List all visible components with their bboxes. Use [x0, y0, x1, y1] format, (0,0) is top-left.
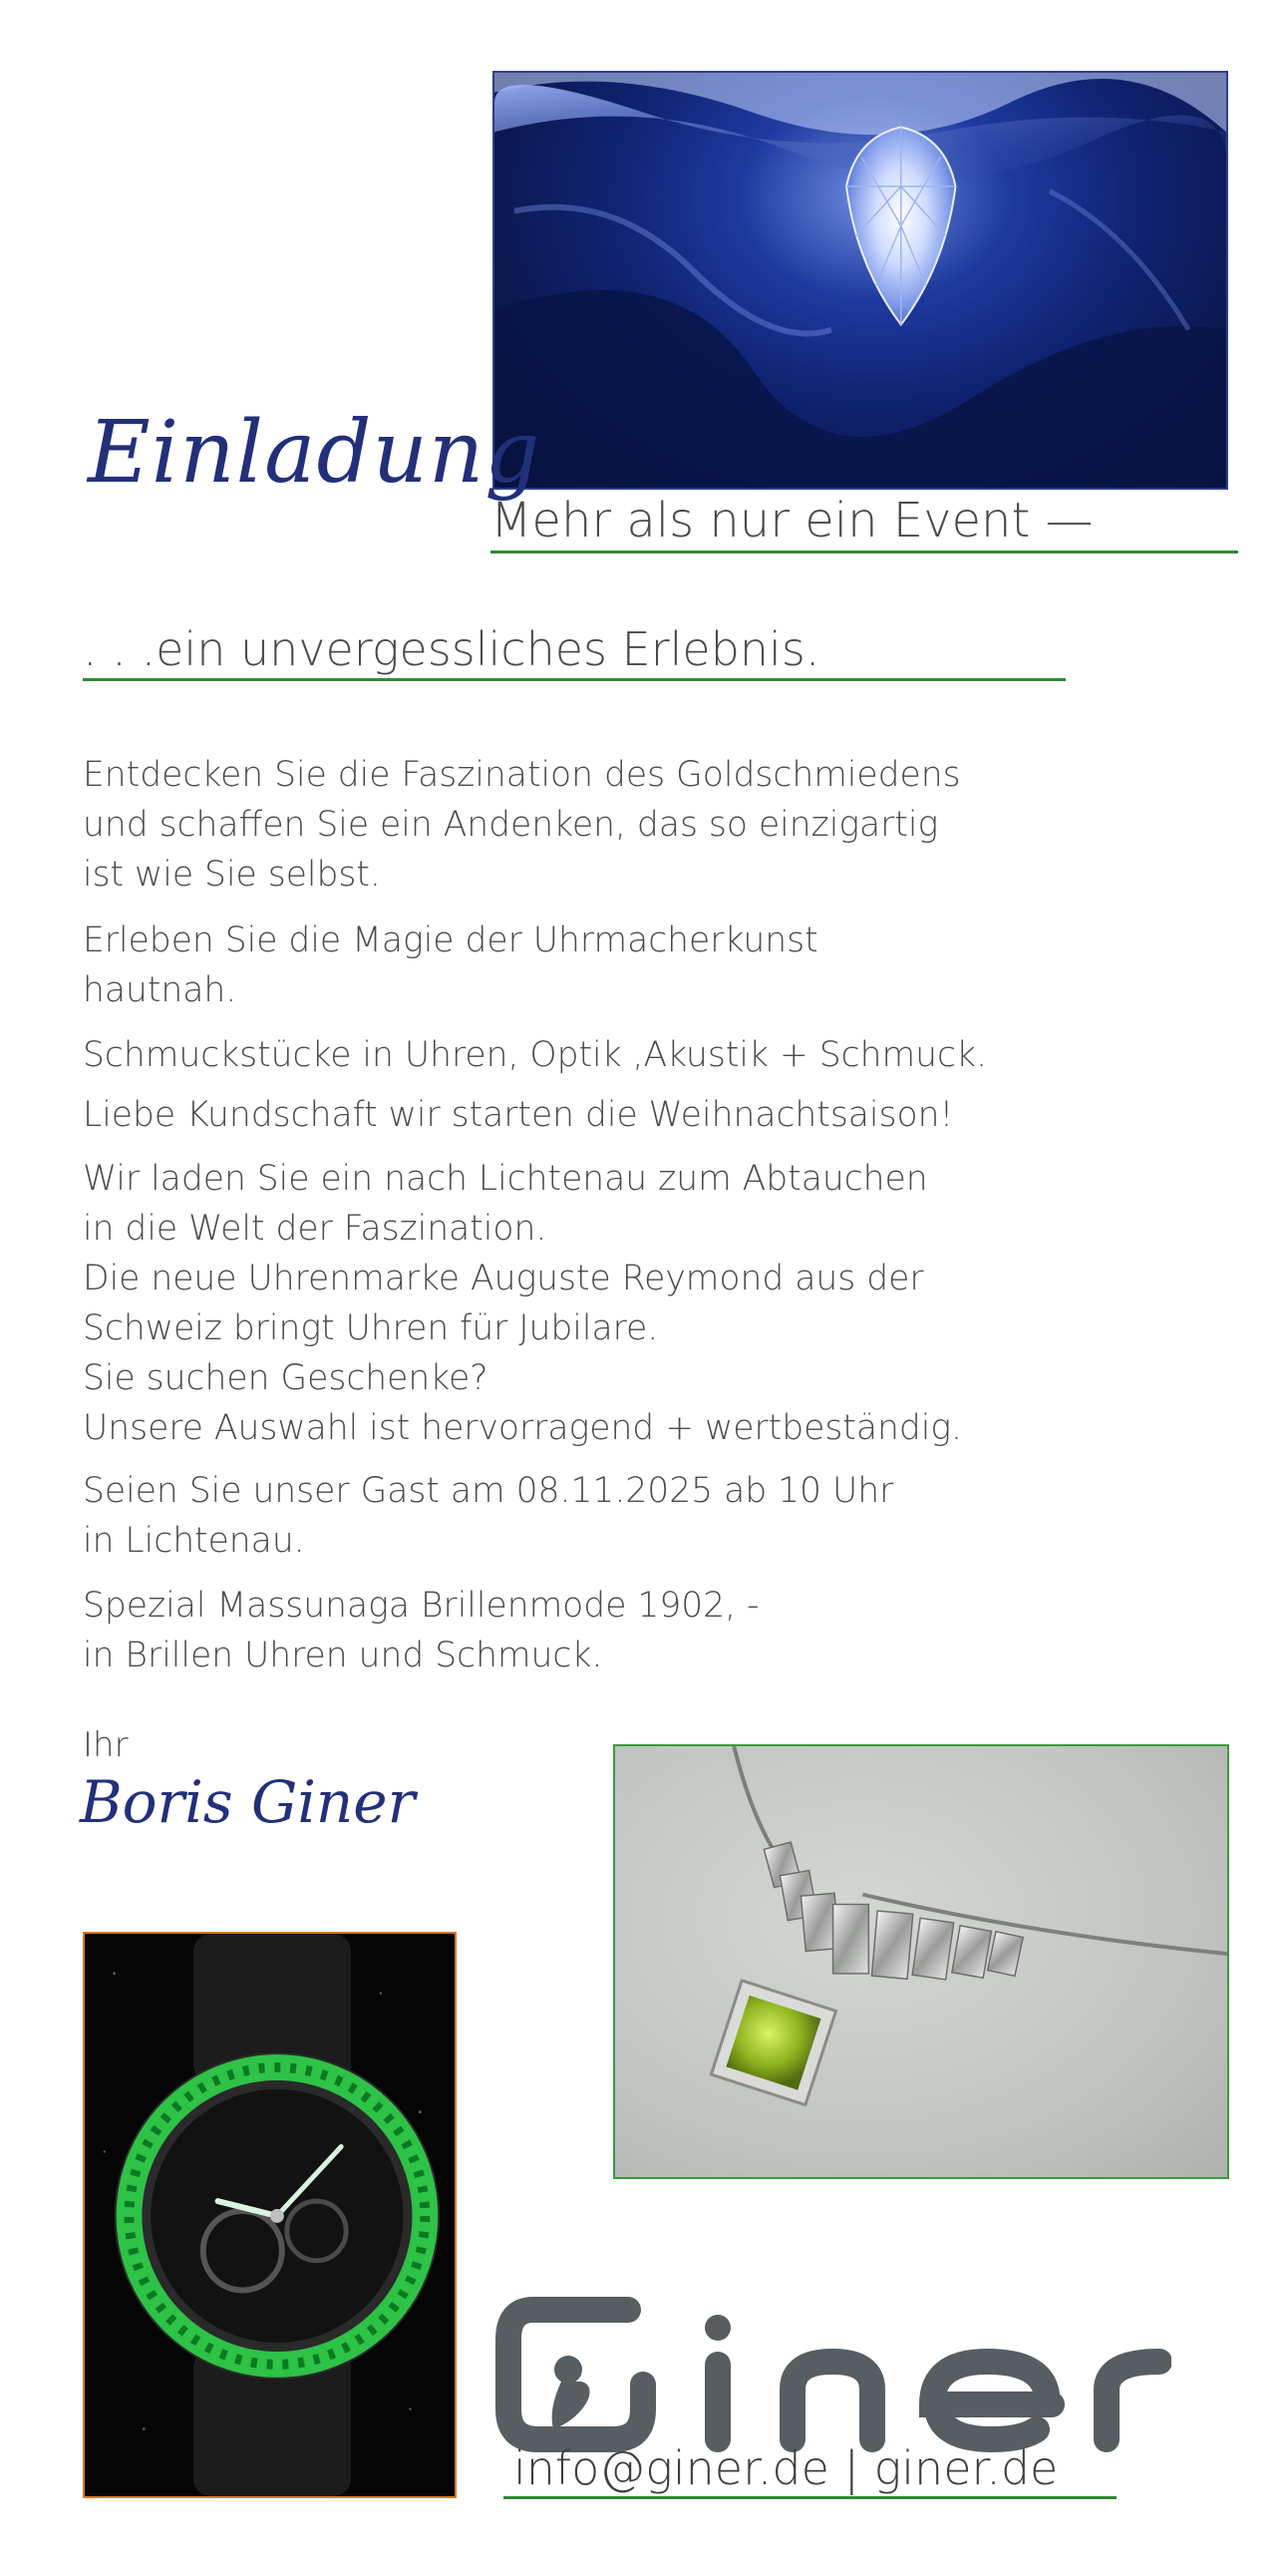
signature: Boris Giner	[80, 1768, 416, 1836]
paragraph-event-date: Seien Sie unser Gast am 08.11.2025 ab 10 Uhr in Lichtenau.	[83, 1471, 894, 1561]
tagline-secondary: . . .ein unvergessliches Erlebnis.	[83, 622, 820, 676]
paragraph-goldsmith: Entdecken Sie die Faszination des Goldschmiedens und schaffen Sie ein Andenken, das so einzigartig ist wie Sie selbst.	[83, 755, 961, 895]
paragraph-christmas: Liebe Kundschaft wir starten die Weihnachtsaison!	[83, 1095, 954, 1135]
necklace-image	[613, 1744, 1229, 2179]
invitation-heading: Einladung	[88, 403, 541, 503]
tagline-primary: Mehr als nur ein Event —	[490, 493, 1094, 549]
tagline-underline	[490, 551, 1238, 553]
paragraph-jewelry: Schmuckstücke in Uhren, Optik ,Akustik + Schmuck.	[83, 1035, 987, 1075]
watch-image	[83, 1932, 457, 2498]
giner-logo	[493, 2290, 1171, 2459]
paragraph-invitation: Wir laden Sie ein nach Lichtenau zum Abtauchen in die Welt der Faszination. Die neue Uhrenmarke Auguste Reymond aus der Schweiz bringt Uhren für Jubilare. Sie suchen Geschenke? Unsere Auswahl ist hervorragend + wertbeständig.	[83, 1159, 962, 1448]
closing-text: Ihr	[83, 1725, 129, 1765]
contact-underline	[503, 2496, 1117, 2499]
tagline-secondary-underline	[83, 678, 1066, 681]
diamond-hero-image	[492, 71, 1228, 490]
paragraph-watchmaking: Erleben Sie die Magie der Uhrmacherkunst hautnah.	[83, 920, 818, 1010]
paragraph-special: Spezial Massunaga Brillenmode 1902, - in Brillen Uhren und Schmuck.	[83, 1586, 760, 1675]
contact-link[interactable]: info@giner.de | giner.de	[513, 2441, 1059, 2495]
